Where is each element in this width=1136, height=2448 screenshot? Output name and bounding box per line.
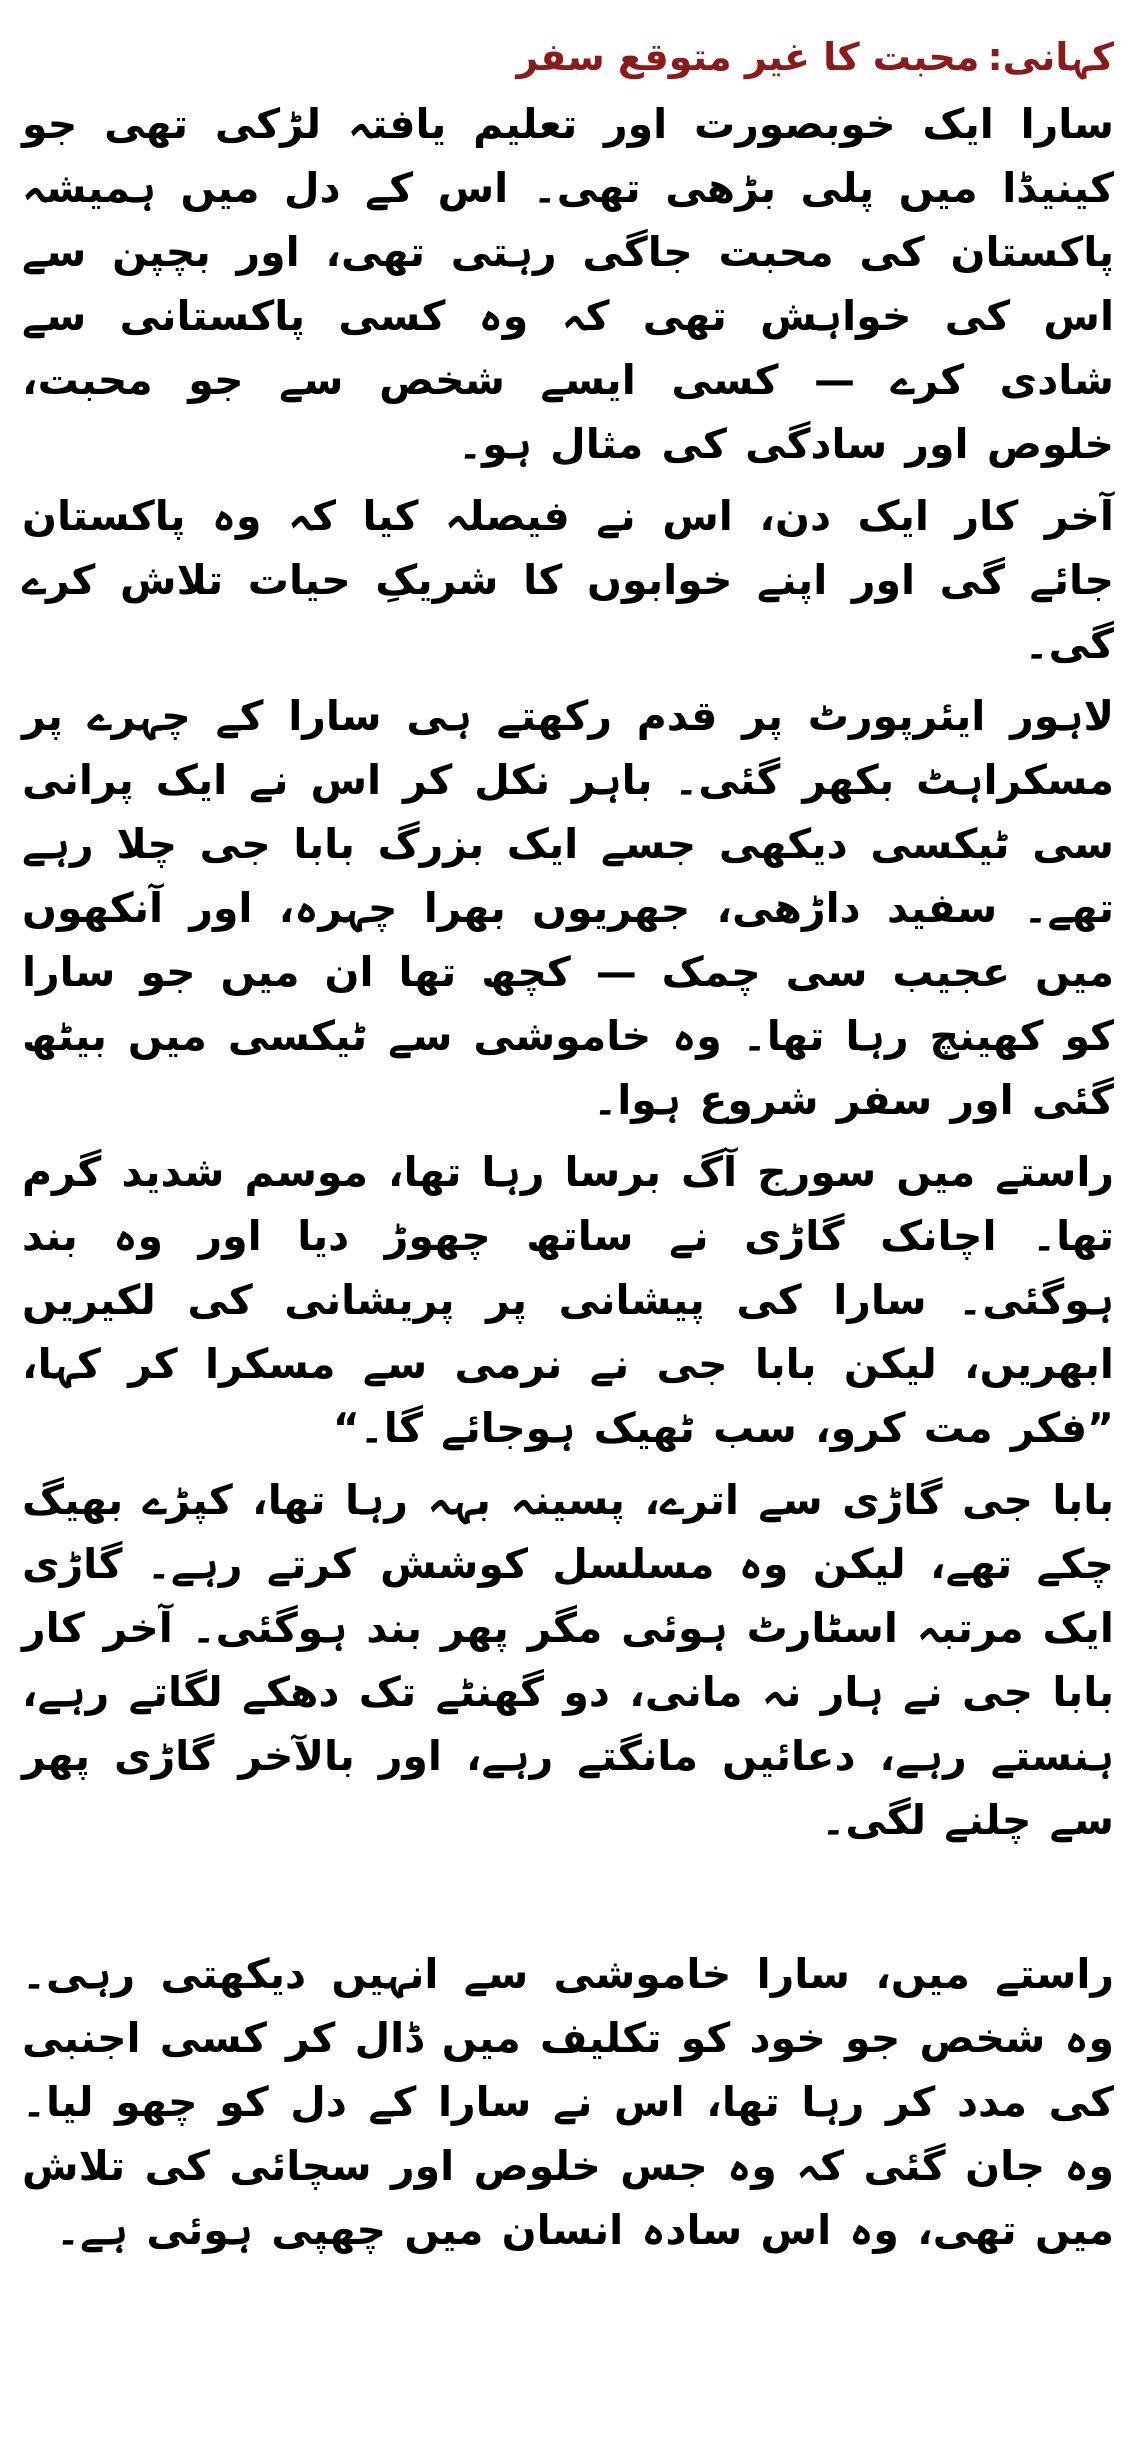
story-label: کہانی xyxy=(1002,35,1114,79)
story-title xyxy=(22,22,1114,92)
paragraph-gap-large xyxy=(22,1852,1114,1942)
paragraph-realization: راستے میں، سارا خاموشی سے انہیں دیکھتی رہی۔ وہ شخص جو خود کو تکلیف میں ڈال کر کسی اجنبی کی مدد کر رہا تھا، اس نے سارا کے دل کو چھو لیا۔ وہ جان گئی کہ وہ جس خلوص اور سچائی کی تلاش میں تھی، وہ اس سادہ انسان میں چھپی ہوئی ہے۔ xyxy=(22,1950,1114,2254)
story-title-text: محبت کا غیر متوقع سفر xyxy=(516,35,980,79)
paragraph-gap xyxy=(22,676,1114,684)
paragraph-intro: سارا ایک خوبصورت اور تعلیم یافتہ لڑکی تھی جو کینیڈا میں پلی بڑھی تھی۔ اس کے دل میں ہمیشہ پاکستان کی محبت جاگی رہتی تھی، اور بچپن سے اس کی خواہش تھی کہ وہ کسی پاکستانی سے شادی کرے — کسی ایسے شخص سے جو محبت، خلوص اور سادگی کی مثال ہو۔ xyxy=(22,100,1114,468)
paragraph-effort: بابا جی گاڑی سے اترے، پسینہ بہہ رہا تھا، کپڑے بھیگ چکے تھے، لیکن وہ مسلسل کوشش کرتے رہے۔ گاڑی ایک مرتبہ اسٹارٹ ہوئی مگر پھر بند ہوگئی۔ آخر کار بابا جی نے ہار نہ مانی، دو گھنٹے تک دھکے لگاتے رہے، ہنستے رہے، دعائیں مانگتے رہے، اور بالآخر گاڑی پھر سے چلنے لگی۔ xyxy=(22,1476,1114,1844)
paragraph-airport: لاہور ایئرپورٹ پر قدم رکھتے ہی سارا کے چہرے پر مسکراہٹ بکھر گئی۔ باہر نکل کر اس نے ایک پرانی سی ٹیکسی دیکھی جسے ایک بزرگ بابا جی چلا رہے تھے۔ سفید داڑھی، جھریوں بھرا چہرہ، اور آنکھوں میں عجیب سی چمک — کچھ تھا ان میں جو سارا کو کھینچ رہا تھا۔ وہ خاموشی سے ٹیکسی میں بیٹھ گئی اور سفر شروع ہوا۔ xyxy=(22,692,1114,1124)
paragraph-gap xyxy=(22,1460,1114,1468)
paragraph-decision: آخر کار ایک دن، اس نے فیصلہ کیا کہ وہ پاکستان جائے گی اور اپنے خوابوں کا شریکِ حیات تلاش کرے گی۔ xyxy=(22,492,1114,668)
paragraph-gap xyxy=(22,476,1114,484)
paragraph-breakdown: راستے میں سورج آگ برسا رہا تھا، موسم شدید گرم تھا۔ اچانک گاڑی نے ساتھ چھوڑ دیا اور وہ بند ہوگئی۔ سارا کی پیشانی پر پریشانی کی لکیریں ابھریں، لیکن بابا جی نے نرمی سے مسکرا کر کہا، ”فکر مت کرو، سب ٹھیک ہوجائے گا۔“ xyxy=(22,1148,1114,1452)
title-colon: : xyxy=(987,35,1003,79)
paragraph-gap xyxy=(22,1132,1114,1140)
